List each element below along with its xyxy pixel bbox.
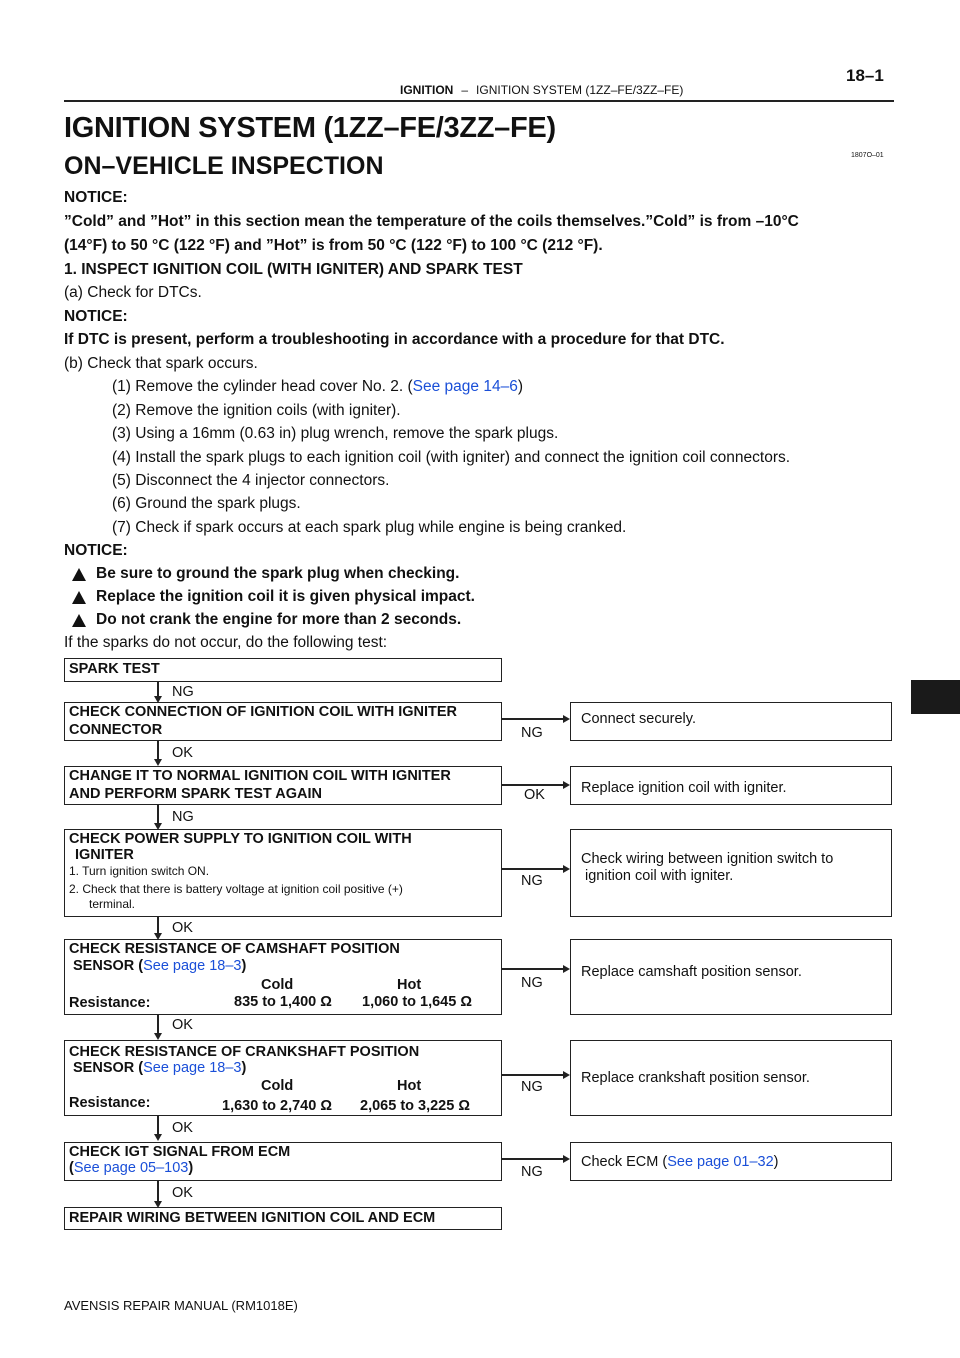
arrow-right-icon (563, 781, 570, 789)
check-camshaft-line1: CHECK RESISTANCE OF CAMSHAFT POSITION (69, 941, 400, 957)
check-camshaft-line2-text: SENSOR ( (73, 958, 144, 974)
igt-see-page-link[interactable]: See page 05–103 (73, 1160, 189, 1176)
notice3-label: NOTICE: (64, 542, 128, 559)
arrow-down-icon (154, 1134, 162, 1141)
arrow-right-icon (563, 1155, 570, 1163)
crankshaft-hot-value: 2,065 to 3,225 Ω (360, 1098, 470, 1114)
sub-step-5: (5) Disconnect the 4 injector connectors. (112, 472, 390, 489)
flow-connector (502, 718, 564, 720)
crankshaft-cold-value: 1,630 to 2,740 Ω (222, 1098, 332, 1114)
result-replace-crankshaft-text: Replace crankshaft position sensor. (581, 1070, 810, 1086)
arrow-right-icon (563, 965, 570, 973)
arrow-down-icon (154, 1033, 162, 1040)
camshaft-hot-header: Hot (397, 977, 422, 993)
flow-intro: If the sparks do not occur, do the following test: (64, 634, 388, 651)
ok-label: OK (172, 1185, 193, 1201)
notice3-item: Replace the ignition coil it is given physical impact. (96, 588, 475, 605)
ng-label: NG (521, 1164, 543, 1180)
notice3-item: Do not crank the engine for more than 2 seconds. (96, 611, 462, 628)
sub-step-1-text: (1) Remove the cylinder head cover No. 2. ( (112, 378, 413, 395)
spark-test-label: SPARK TEST (69, 661, 160, 677)
page-number: 18–1 (846, 66, 884, 85)
arrow-right-icon (563, 715, 570, 723)
check-crankshaft-line2-close: ) (241, 1060, 247, 1076)
sub-step-1-link[interactable]: See page 14–6 (412, 378, 518, 395)
camshaft-hot-value: 1,060 to 1,645 Ω (362, 994, 472, 1010)
camshaft-cold-value: 835 to 1,400 Ω (234, 994, 332, 1010)
flow-connector (502, 1074, 564, 1076)
running-header (400, 83, 683, 97)
check-power-sub2: 2. Check that there is battery voltage at ignition coil positive (+) (69, 882, 403, 896)
step-1-heading: 1. INSPECT IGNITION COIL (WITH IGNITER) AND SPARK TEST (64, 261, 523, 278)
check-camshaft-line2-close: ) (241, 958, 247, 974)
ng-label: NG (521, 1079, 543, 1095)
result-connect-text: Connect securely. (581, 711, 696, 727)
result-replace-camshaft-text: Replace camshaft position sensor. (581, 964, 802, 980)
running-header-separator: – (461, 83, 469, 97)
ok-label: OK (524, 787, 545, 803)
step-b: (b) Check that spark occurs. (64, 355, 258, 372)
sub-step-1-close: ) (517, 378, 523, 395)
ng-label: NG (521, 725, 543, 741)
arrow-down-icon (154, 759, 162, 766)
check-crankshaft-line1: CHECK RESISTANCE OF CRANKSHAFT POSITION (69, 1044, 420, 1060)
running-header-section: IGNITION (400, 83, 454, 97)
check-power-sub1: 1. Turn ignition switch ON. (69, 864, 210, 878)
check-crankshaft-line2-text: SENSOR ( (73, 1060, 144, 1076)
section-thumb-tab (911, 680, 960, 714)
ok-label: OK (172, 1120, 193, 1136)
page-title: IGNITION SYSTEM (1ZZ–FE/3ZZ–FE) (64, 112, 556, 144)
flow-connector (502, 784, 564, 786)
flow-connector (502, 868, 564, 870)
camshaft-cold-header: Cold (261, 977, 294, 993)
notice-label: NOTICE: (64, 189, 128, 206)
check-connection-line2: CONNECTOR (69, 722, 163, 738)
result-check-wiring-line1: Check wiring between ignition switch to (581, 851, 834, 867)
crankshaft-see-page-link[interactable]: See page 18–3 (143, 1060, 242, 1076)
result-check-ecm-close: ) (773, 1154, 779, 1170)
sub-step-2: (2) Remove the ignition coils (with igniter). (112, 402, 401, 419)
crankshaft-cold-header: Cold (261, 1078, 294, 1094)
flow-connector (502, 968, 564, 970)
notice3-item: Be sure to ground the spark plug when checking. (96, 565, 460, 582)
check-igt-line2 (69, 1160, 193, 1177)
change-coil-line2: AND PERFORM SPARK TEST AGAIN (69, 786, 322, 802)
arrow-right-icon (563, 865, 570, 873)
sub-step-1 (112, 377, 523, 397)
doc-code: 1807O–01 (851, 152, 884, 159)
repair-wiring-text: REPAIR WIRING BETWEEN IGNITION COIL AND ECM (69, 1210, 436, 1226)
result-check-ecm-label: Check ECM ( (581, 1154, 668, 1170)
camshaft-see-page-link[interactable]: See page 18–3 (143, 958, 242, 974)
result-replace-coil-text: Replace ignition coil with igniter. (581, 780, 787, 796)
ng-label: NG (521, 873, 543, 889)
ng-label: NG (521, 975, 543, 991)
crankshaft-resistance-label: Resistance: (69, 1095, 151, 1111)
footer: AVENSIS REPAIR MANUAL (RM1018E) (64, 1298, 298, 1313)
arrow-right-icon (563, 1071, 570, 1079)
ecm-see-page-link[interactable]: See page 01–32 (667, 1154, 774, 1170)
check-power-line2: IGNITER (75, 847, 134, 863)
check-igt-line2-close: ) (188, 1160, 194, 1176)
sub-step-6: (6) Ground the spark plugs. (112, 495, 301, 512)
check-igt-line2-open: ( (69, 1160, 74, 1176)
running-header-subsection: IGNITION SYSTEM (1ZZ–FE/3ZZ–FE) (476, 83, 684, 97)
header-rule (64, 100, 894, 102)
ng-label: NG (172, 809, 194, 825)
notice2-text: If DTC is present, perform a troubleshooting in accordance with a procedure for that DTC. (64, 331, 725, 348)
warning-triangle-icon (72, 591, 86, 604)
result-check-ecm-text (581, 1154, 779, 1171)
check-camshaft-line2 (73, 958, 246, 975)
check-connection-line1: CHECK CONNECTION OF IGNITION COIL WITH IGNITER (69, 704, 458, 720)
ok-label: OK (172, 920, 193, 936)
check-power-line1: CHECK POWER SUPPLY TO IGNITION COIL WITH (69, 831, 412, 847)
notice-text-line1: ”Cold” and ”Hot” in this section mean the temperature of the coils themselves.”Cold” is from –10°C (64, 213, 799, 230)
camshaft-resistance-label: Resistance: (69, 995, 151, 1011)
flow-connector (502, 1158, 564, 1160)
ok-label: OK (172, 1017, 193, 1033)
sub-step-4: (4) Install the spark plugs to each ignition coil (with igniter) and connect the ignition coil connectors. (112, 449, 791, 466)
notice2-label: NOTICE: (64, 308, 128, 325)
ng-label: NG (172, 684, 194, 700)
step-a: (a) Check for DTCs. (64, 284, 202, 301)
sub-step-3: (3) Using a 16mm (0.63 in) plug wrench, remove the spark plugs. (112, 425, 559, 442)
section-subtitle: ON–VEHICLE INSPECTION (64, 152, 384, 180)
change-coil-line1: CHANGE IT TO NORMAL IGNITION COIL WITH IGNITER (69, 768, 451, 784)
warning-triangle-icon (72, 568, 86, 581)
ok-label: OK (172, 745, 193, 761)
warning-triangle-icon (72, 614, 86, 627)
result-check-wiring-line2: ignition coil with igniter. (585, 868, 734, 884)
check-igt-line1: CHECK IGT SIGNAL FROM ECM (69, 1144, 291, 1160)
check-crankshaft-line2 (73, 1060, 246, 1077)
sub-step-7: (7) Check if spark occurs at each spark plug while engine is being cranked. (112, 519, 627, 536)
crankshaft-hot-header: Hot (397, 1078, 422, 1094)
check-power-sub3: terminal. (89, 897, 136, 911)
notice-text-line2: (14°F) to 50 °C (122 °F) and ”Hot” is from 50 °C (122 °F) to 100 °C (212 °F). (64, 237, 603, 254)
